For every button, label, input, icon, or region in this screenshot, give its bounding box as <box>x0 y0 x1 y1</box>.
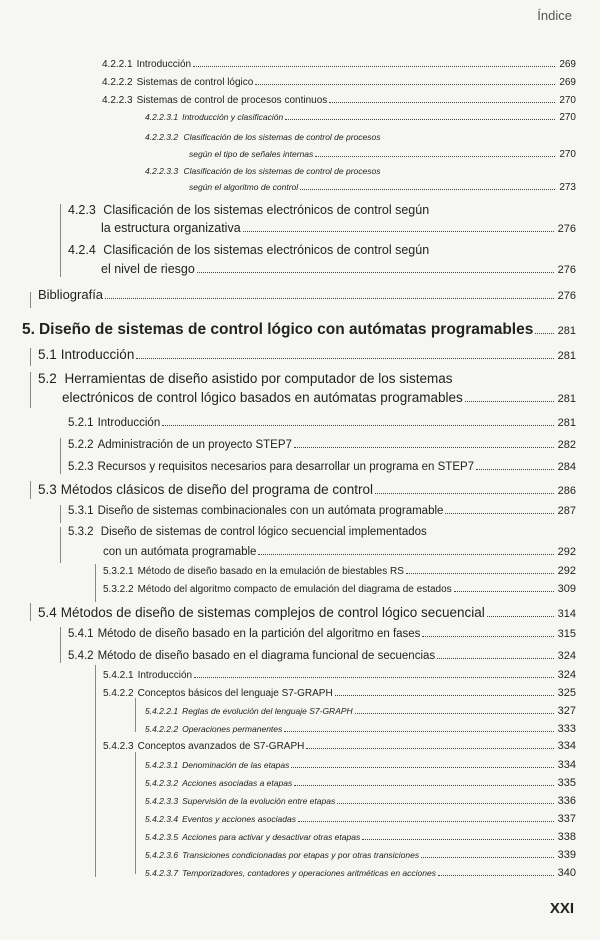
toc-entry[interactable] <box>68 460 576 473</box>
entry-title: Clasificación de los sistemas de control de procesos <box>183 166 381 176</box>
dot-leader <box>437 649 553 659</box>
hierarchy-rule <box>30 348 31 366</box>
entry-page: 281 <box>557 417 576 430</box>
entry-page: 334 <box>557 740 576 752</box>
dot-leader <box>291 760 553 768</box>
toc-entry[interactable] <box>101 262 576 276</box>
toc-entry[interactable] <box>68 438 576 451</box>
dot-leader <box>284 724 553 732</box>
entry-number: 5.4.2.2.1 <box>145 706 179 716</box>
dot-leader <box>298 814 554 822</box>
dot-leader <box>258 545 553 555</box>
entry-title: Introducción y clasificación <box>182 112 284 122</box>
entry-number: 5.4.2.3 <box>103 741 134 752</box>
entry-number: 5.4.2.3.4 <box>145 814 179 824</box>
dot-leader <box>315 149 555 157</box>
entry-title-continued: electrónicos de control lógico basados en autómatas programables <box>62 390 463 405</box>
entry-title: Clasificación de los sistemas de control de procesos <box>183 132 381 142</box>
entry-title: Conceptos básicos del lenguaje S7-GRAPH <box>137 688 333 699</box>
entry-title: Supervisión de la evolución entre etapas <box>182 796 336 806</box>
entry-number: 5.4.2.2 <box>103 688 134 699</box>
entry-title: Introducción <box>60 347 135 362</box>
hierarchy-rule <box>60 505 61 523</box>
entry-page: 325 <box>557 687 576 699</box>
dot-leader <box>294 778 553 786</box>
toc-entry-first-line[interactable] <box>145 166 380 176</box>
entry-title: Clasificación de los sistemas electrónicos de control según <box>103 203 430 217</box>
entry-title: Métodos clásicos de diseño del programa de control <box>60 482 373 497</box>
toc-entry[interactable] <box>103 687 576 699</box>
entry-page: 333 <box>557 723 576 735</box>
entry-title: Métodos de diseño de sistemas complejos de control lógico secuencial <box>60 605 485 620</box>
toc-entry[interactable] <box>38 287 576 302</box>
toc-entry[interactable] <box>38 482 576 497</box>
entry-page: 282 <box>557 439 576 452</box>
entry-number: 5.3 <box>38 482 57 497</box>
entry-number: 5. <box>22 321 35 339</box>
dot-leader <box>476 460 554 470</box>
entry-title: Acciones para activar y desactivar otras etapas <box>182 832 361 842</box>
dot-leader <box>535 321 553 334</box>
entry-title: Sistemas de control lógico <box>136 77 254 88</box>
entry-number: 5.4.2 <box>68 650 94 663</box>
entry-page: 270 <box>559 149 576 160</box>
hierarchy-rule <box>60 204 61 277</box>
entry-number: 5.4 <box>38 605 57 620</box>
entry-number: 4.2.2.3 <box>102 95 133 106</box>
entry-title: Acciones asociadas a etapas <box>182 778 293 788</box>
toc-entry[interactable] <box>62 390 576 405</box>
entry-number: 5.2 <box>38 371 57 386</box>
toc-entry[interactable] <box>189 182 576 193</box>
entry-page: 335 <box>557 777 576 789</box>
entry-number: 5.4.2.3.6 <box>145 850 179 860</box>
entry-title: Administración de un proyecto STEP7 <box>97 439 292 452</box>
dot-leader <box>487 605 554 617</box>
toc-entry[interactable] <box>38 347 576 362</box>
entry-title: Diseño de sistemas combinacionales con un autómata programable <box>97 505 444 518</box>
entry-page: 327 <box>557 705 576 717</box>
entry-page: 281 <box>557 393 576 405</box>
entry-title: Introducción <box>136 59 192 70</box>
hierarchy-rule <box>135 752 136 874</box>
toc-entry[interactable] <box>68 649 576 662</box>
entry-title: Recursos y requisitos necesarios para desarrollar un programa en STEP7 <box>97 461 475 474</box>
entry-page: 281 <box>557 325 576 338</box>
entry-page: 276 <box>557 264 576 276</box>
toc-entry[interactable] <box>145 849 576 861</box>
entry-number: 4.2.3 <box>68 203 96 217</box>
entry-page: 286 <box>557 485 576 497</box>
entry-number: 5.2.2 <box>68 439 94 452</box>
dot-leader <box>335 687 554 696</box>
entry-number: 4.2.2.3.1 <box>145 112 179 122</box>
toc-entry[interactable] <box>102 94 576 106</box>
dot-leader <box>329 94 555 103</box>
entry-number: 5.4.2.3.3 <box>145 796 179 806</box>
entry-page: 324 <box>557 669 576 681</box>
hierarchy-rule <box>60 627 61 663</box>
entry-page: 309 <box>557 583 576 595</box>
toc-entry[interactable] <box>103 669 576 681</box>
page-folio: XXI <box>549 900 574 917</box>
entry-title: Eventos y acciones asociadas <box>182 814 296 824</box>
entry-page: 269 <box>559 59 576 70</box>
entry-page: 276 <box>557 223 576 235</box>
toc-entry[interactable] <box>145 813 576 825</box>
toc-entry[interactable] <box>145 705 576 717</box>
entry-title-continued: con un autómata programable <box>103 546 257 559</box>
toc-entry-first-line[interactable] <box>38 371 453 386</box>
entry-number: 5.3.2.1 <box>103 566 134 577</box>
toc-entry[interactable] <box>145 831 576 843</box>
toc-entry-first-line[interactable] <box>68 526 427 538</box>
entry-title: Método de diseño basado en el diagrama funcional de secuencias <box>97 650 436 663</box>
entry-page: 338 <box>557 831 576 843</box>
dot-leader <box>194 669 554 678</box>
dot-leader <box>105 288 554 299</box>
toc-entry[interactable] <box>68 627 576 640</box>
entry-page: 273 <box>559 182 576 193</box>
toc-entry-first-line[interactable] <box>145 132 380 142</box>
hierarchy-rule <box>30 372 31 408</box>
dot-leader <box>406 565 554 574</box>
dot-leader <box>421 850 554 858</box>
toc-entry-first-line[interactable] <box>68 243 429 257</box>
entry-page: 276 <box>557 290 576 302</box>
entry-number: 5.2.1 <box>68 417 94 430</box>
toc-entry[interactable] <box>68 504 576 517</box>
toc-entry[interactable] <box>145 867 576 879</box>
dot-leader <box>255 76 555 85</box>
entry-number: 5.4.2.3.1 <box>145 760 179 770</box>
entry-title: Diseño de sistemas de control lógico con autómatas programables <box>38 321 534 339</box>
toc-entry[interactable] <box>101 221 576 235</box>
dot-leader <box>285 112 555 120</box>
entry-number: 4.2.2.2 <box>102 77 133 88</box>
entry-title: Método del algoritmo compacto de emulación del diagrama de estados <box>137 584 452 595</box>
entry-page: 270 <box>559 112 576 123</box>
entry-title-continued: según el algoritmo de control <box>189 182 299 192</box>
entry-page: 270 <box>559 95 576 106</box>
dot-leader <box>454 583 554 592</box>
toc-entry[interactable] <box>189 149 576 160</box>
dot-leader <box>197 262 554 273</box>
entry-number: 5.4.2.3.2 <box>145 778 179 788</box>
entry-title: Introducción <box>97 417 161 430</box>
toc-entry[interactable] <box>145 777 576 789</box>
entry-number: 5.4.2.1 <box>103 670 134 681</box>
entry-number: 5.3.2.2 <box>103 584 134 595</box>
dot-leader <box>422 627 553 637</box>
entry-number: 5.4.2.3.7 <box>145 868 179 878</box>
entry-number: 5.4.1 <box>68 628 94 641</box>
entry-page: 340 <box>557 867 576 879</box>
entry-title: Método de diseño basado en la emulación de biestables RS <box>137 566 404 577</box>
dot-leader <box>136 347 553 359</box>
entry-number: 5.1 <box>38 347 57 362</box>
dot-leader <box>438 868 554 876</box>
entry-page: 337 <box>557 813 576 825</box>
dot-leader <box>306 740 553 749</box>
dot-leader <box>193 58 555 67</box>
dot-leader <box>243 221 554 232</box>
toc-entry[interactable] <box>145 795 576 807</box>
dot-leader <box>375 482 554 494</box>
toc-entry[interactable] <box>103 740 576 752</box>
entry-title-continued: la estructura organizativa <box>101 221 241 235</box>
hierarchy-rule <box>95 665 96 877</box>
hierarchy-rule <box>30 603 31 621</box>
entry-title: Diseño de sistemas de control lógico secuencial implementados <box>100 526 427 538</box>
entry-title: Herramientas de diseño asistido por computador de los sistemas <box>64 371 453 386</box>
entry-page: 334 <box>557 759 576 771</box>
entry-page: 292 <box>557 565 576 577</box>
entry-title: Operaciones permanentes <box>182 724 283 734</box>
entry-number: 5.3.2 <box>68 526 94 538</box>
dot-leader <box>355 706 554 714</box>
entry-page: 336 <box>557 795 576 807</box>
entry-page: 281 <box>557 350 576 362</box>
entry-page: 339 <box>557 849 576 861</box>
entry-page: 287 <box>557 505 576 518</box>
entry-number: 4.2.2.1 <box>102 59 133 70</box>
entry-title: Bibliografía <box>38 287 104 302</box>
dot-leader <box>465 390 554 402</box>
entry-number: 4.2.2.3.2 <box>145 132 179 142</box>
toc-chapter-entry[interactable] <box>22 321 576 339</box>
hierarchy-rule <box>30 292 31 308</box>
hierarchy-rule <box>135 698 136 732</box>
entry-number: 5.2.3 <box>68 461 94 474</box>
dot-leader <box>445 504 553 514</box>
entry-page: 292 <box>557 546 576 559</box>
entry-title: Reglas de evolución del lenguaje S7-GRAPH <box>182 706 353 716</box>
hierarchy-rule <box>30 481 31 499</box>
entry-title: Temporizadores, contadores y operaciones aritméticas en acciones <box>182 868 436 878</box>
entry-title: Clasificación de los sistemas electrónicos de control según <box>103 243 430 257</box>
entry-page: 324 <box>557 650 576 663</box>
dot-leader <box>300 182 555 190</box>
entry-title: Sistemas de control de procesos continuos <box>136 95 328 106</box>
hierarchy-rule <box>60 527 61 563</box>
toc-entry-first-line[interactable] <box>68 203 429 217</box>
entry-title: Introducción <box>137 670 193 681</box>
entry-title: Conceptos avanzados de S7-GRAPH <box>137 741 305 752</box>
entry-number: 5.3.1 <box>68 505 94 518</box>
toc-entry[interactable] <box>145 112 576 123</box>
entry-page: 284 <box>557 461 576 474</box>
toc-entry[interactable] <box>38 605 576 620</box>
entry-page: 269 <box>559 77 576 88</box>
dot-leader <box>362 832 553 840</box>
dot-leader <box>162 416 553 426</box>
entry-title: Transiciones condicionadas por etapas y por otras transiciones <box>182 850 420 860</box>
entry-title: Método de diseño basado en la partición del algoritmo en fases <box>97 628 421 641</box>
entry-number: 4.2.4 <box>68 243 96 257</box>
toc-entry[interactable] <box>102 76 576 88</box>
toc-entry[interactable] <box>103 583 576 595</box>
toc-entry[interactable] <box>145 759 576 771</box>
running-header: Índice <box>537 8 572 23</box>
dot-leader <box>337 796 553 804</box>
entry-number: 5.4.2.2.2 <box>145 724 179 734</box>
hierarchy-rule <box>95 564 96 602</box>
entry-title-continued: según el tipo de señales internas <box>189 149 314 159</box>
toc-entry[interactable] <box>102 58 576 70</box>
entry-title: Denominación de las etapas <box>182 760 290 770</box>
dot-leader <box>294 438 554 448</box>
hierarchy-rule <box>60 438 61 474</box>
toc-entry[interactable] <box>103 565 576 577</box>
entry-title-continued: el nivel de riesgo <box>101 262 195 276</box>
toc-entry[interactable] <box>145 723 576 735</box>
toc-entry[interactable] <box>103 545 576 558</box>
entry-page: 315 <box>557 628 576 641</box>
toc-entry[interactable] <box>68 416 576 429</box>
entry-number: 4.2.2.3.3 <box>145 166 179 176</box>
entry-number: 5.4.2.3.5 <box>145 832 179 842</box>
entry-page: 314 <box>557 608 576 620</box>
